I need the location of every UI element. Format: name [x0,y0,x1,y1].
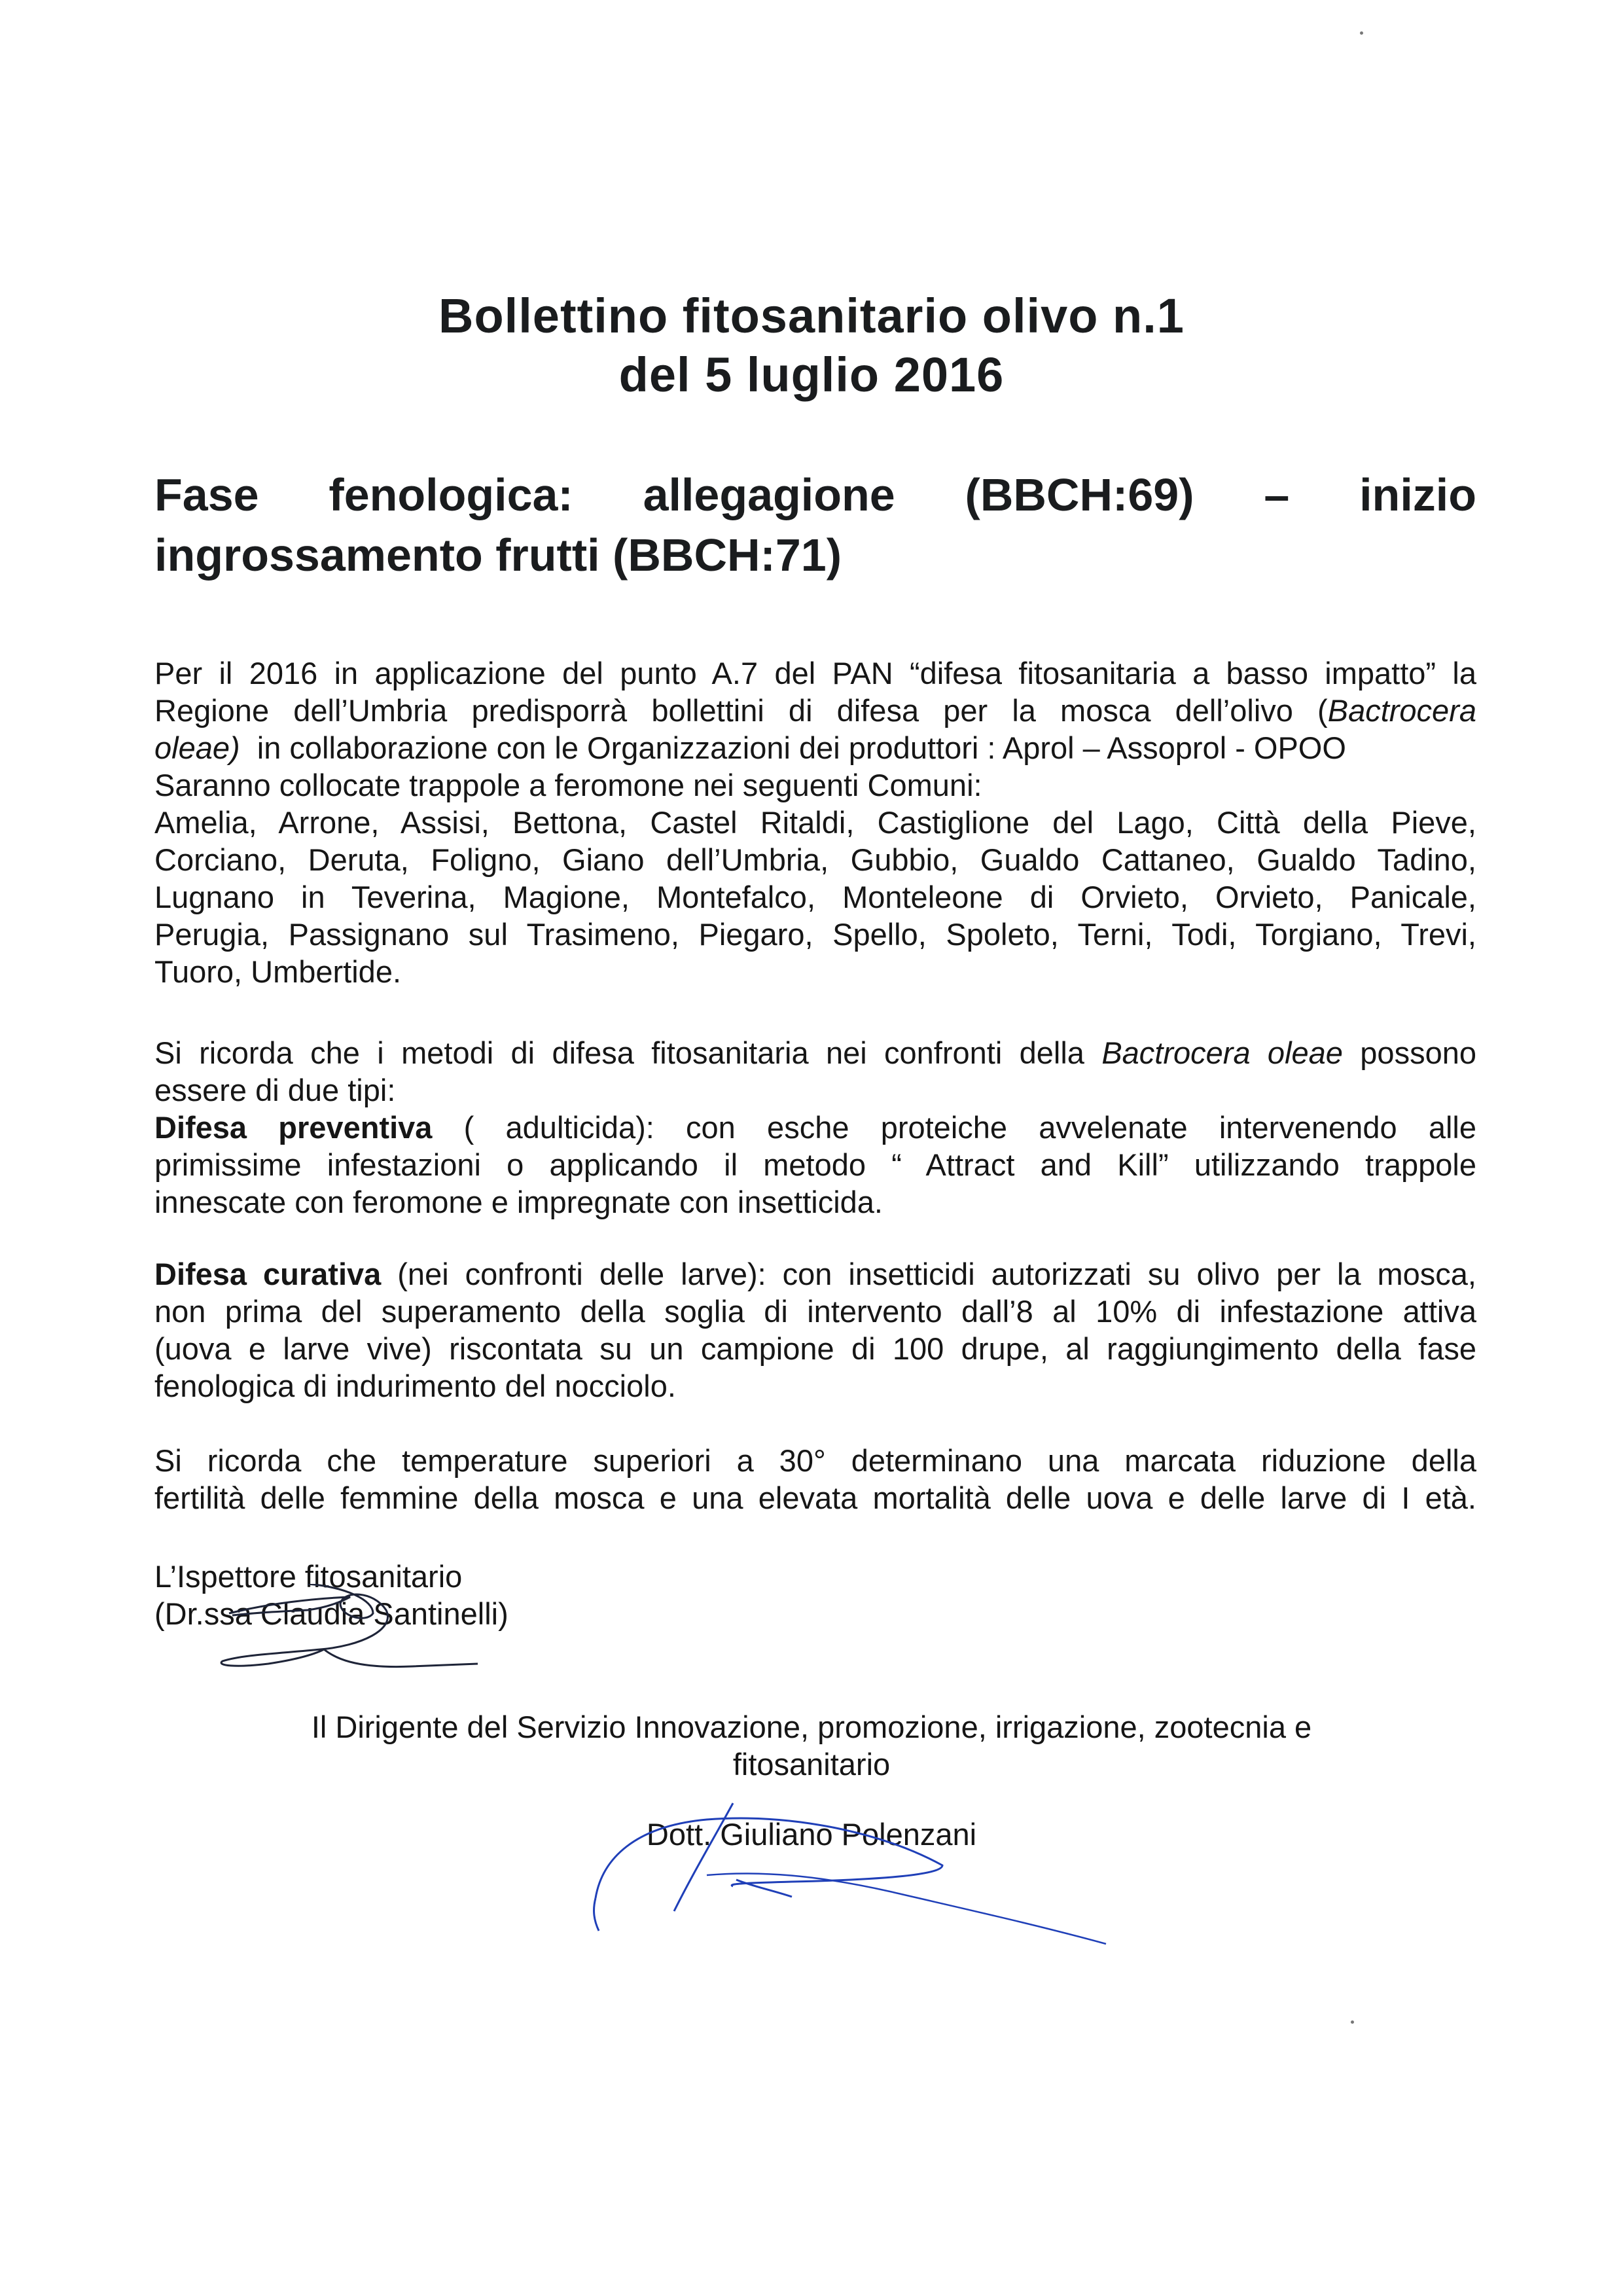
director-name: Dott. Giuliano Polenzani [646,1817,977,1852]
text-line: primissime infestazioni o applicando il metodo “ Attract and Kill” utilizzando trappole [154,1147,1476,1182]
paragraph-curative-defense [154,1255,1476,1405]
bulletin-date: del 5 luglio 2016 [618,348,1005,402]
paragraph-temperature-note [154,1442,1476,1516]
bulletin-title: Bollettino fitosanitario olivo n.1 [438,289,1185,343]
curative-defense-label: Difesa curativa [154,1257,382,1291]
scan-speck [1351,2020,1354,2024]
inspector-role: L’Ispettore fitosanitario [154,1559,463,1594]
inspector-handwritten-signature [209,1584,484,1669]
text-line [154,1109,1476,1146]
preventive-defense-label: Difesa preventiva [154,1110,433,1145]
phase-line-2: ingrossamento frutti (BBCH:71) [154,529,842,581]
species-name: Bactrocera [1327,693,1476,728]
phase-word: Fase [154,469,259,520]
phase-word: fenologica: [329,469,573,520]
species-name: Bactrocera oleae [1101,1035,1343,1070]
director-role [0,1708,1623,1783]
director-role-line: Il Dirigente del Servizio Innovazione, promozione, irrigazione, zootecnia e [311,1710,1312,1744]
text-line: (uova e larve vive) riscontata su un campione di 100 drupe, al raggiungimento della fase [154,1331,1476,1366]
municipalities-line: Tuoro, Umbertide. [154,954,402,989]
scan-speck [1360,31,1363,35]
inspector-name: (Dr.ssa Claudia Santinelli) [154,1596,508,1631]
municipalities-line: Corciano, Deruta, Foligno, Giano dell’Umbria, Gubbio, Gualdo Cattaneo, Gualdo Tadino, [154,842,1476,877]
text-span: Si ricorda che i metodi di difesa fitosanitaria nei confronti della [154,1035,1102,1070]
phase-line-1 [154,465,1476,525]
text-line [154,729,1476,766]
text-line: non prima del superamento della soglia di intervento dall’8 al 10% di infestazione attiva [154,1294,1476,1329]
phase-word: allegagione [643,469,895,520]
text-span: (nei confronti delle larve): con insetticidi autorizzati su olivo per la mosca, [381,1257,1476,1291]
phase-word: (BBCH:69) [965,469,1194,520]
text-line [154,1255,1476,1293]
municipalities-line: Lugnano in Teverina, Magione, Montefalco, Monteleone di Orvieto, Orvieto, Panicale, [154,880,1476,914]
text-line [154,1034,1476,1071]
text-line: fertilità delle femmine della mosca e una elevata mortalità delle uova e delle larve di I età. [154,1480,1476,1515]
municipalities-line: Amelia, Arrone, Assisi, Bettona, Castel Ritaldi, Castiglione del Lago, Città della Pieve, [154,805,1476,840]
text-span: Regione dell’Umbria predisporrà bollettini di difesa per la mosca dell’olivo ( [154,693,1328,728]
text-line: fenologica di indurimento del nocciolo. [154,1369,676,1403]
phase-word: inizio [1359,469,1476,520]
text-line: innescate con feromone e impregnate con insetticida. [154,1185,883,1219]
municipalities-line: Perugia, Passignano sul Trasimeno, Piegaro, Spello, Spoleto, Terni, Todi, Torgiano, Trevi, [154,917,1476,952]
text-line [154,692,1476,729]
text-span: ( adulticida): con esche proteiche avvelenate intervenendo alle [432,1110,1476,1145]
text-span: in collaborazione con le Organizzazioni dei produttori : Aprol – Assoprol - OPOO [257,730,1346,765]
text-line: essere di due tipi: [154,1073,396,1107]
text-span: possono [1342,1035,1476,1070]
text-line: Per il 2016 in applicazione del punto A.7 del PAN “difesa fitosanitaria a basso impatto” la [154,656,1476,691]
paragraph-defense-methods [154,1034,1476,1221]
text-line: Si ricorda che temperature superiori a 30° determinano una marcata riduzione della [154,1443,1476,1478]
director-handwritten-signature [576,1793,1217,1964]
paragraph-introduction [154,655,1476,990]
phase-word: – [1264,469,1290,520]
phenological-phase-heading [154,465,1476,585]
text-line: Saranno collocate trappole a feromone nei seguenti Comuni: [154,768,982,802]
director-role-line: fitosanitario [732,1747,891,1782]
species-name: oleae) [154,730,240,765]
